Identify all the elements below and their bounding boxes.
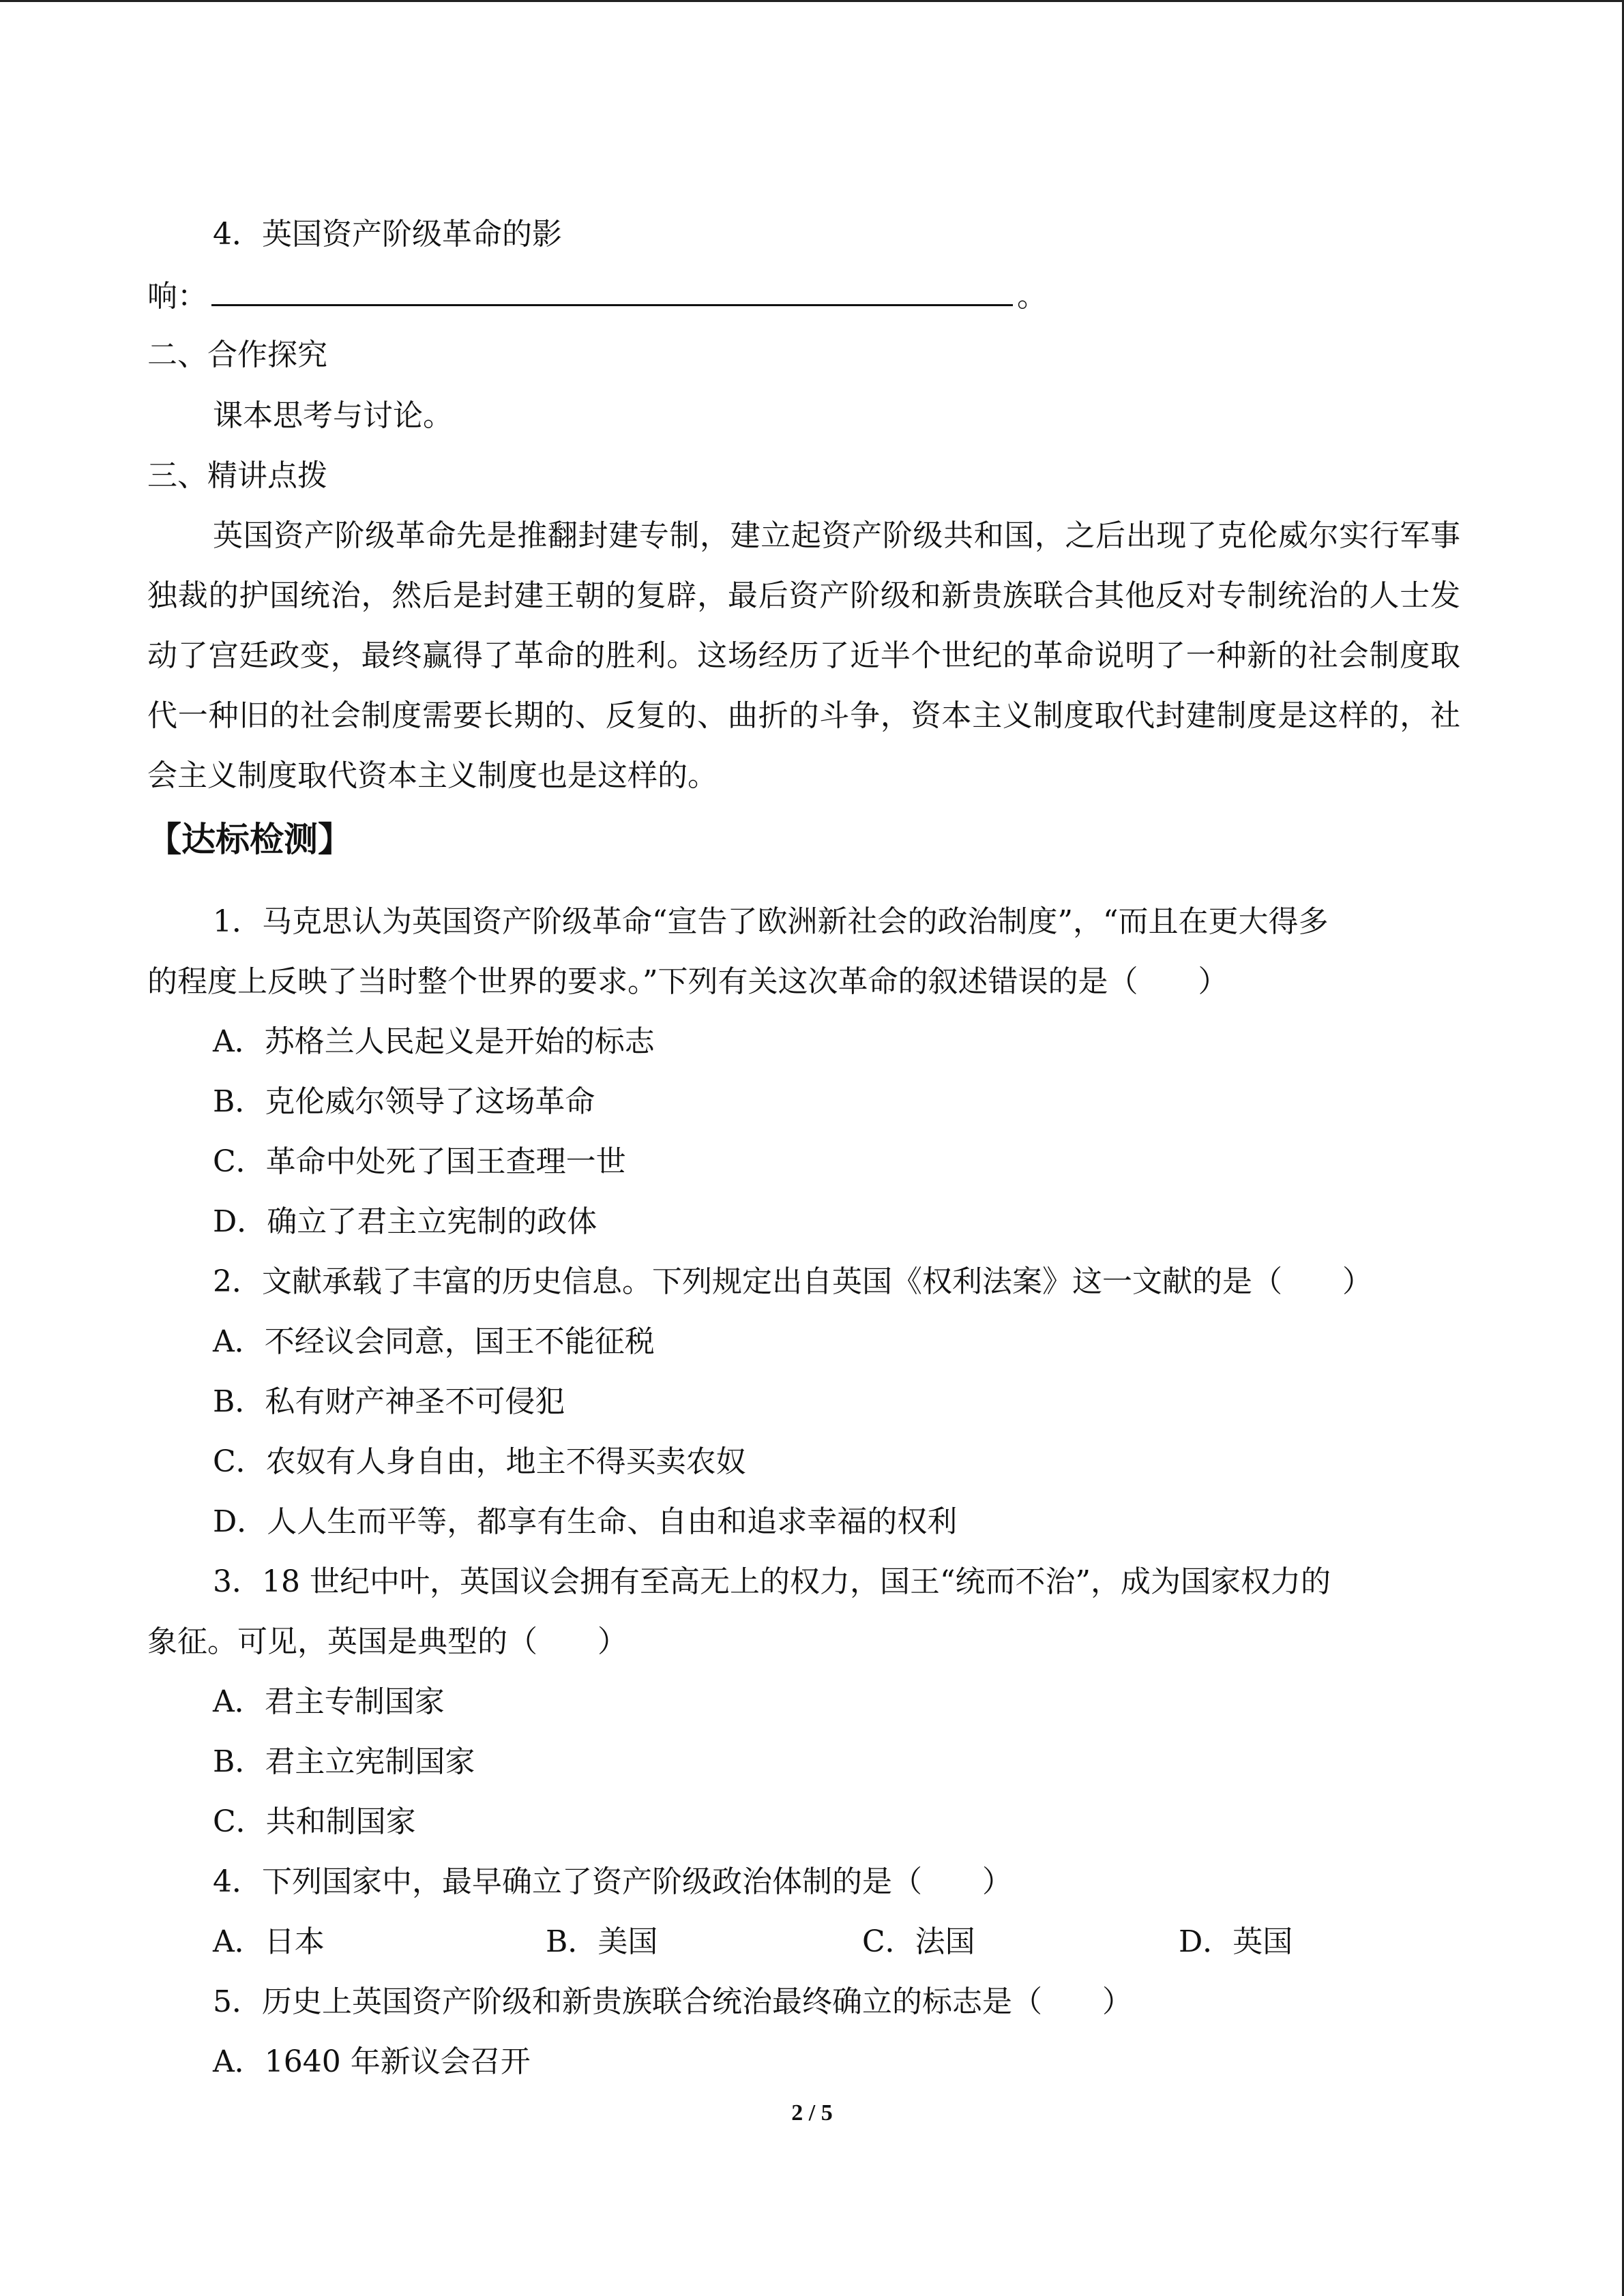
q4-line1: 4．下列国家中，最早确立了资产阶级政治体制的是（ ） [213,1864,1012,1899]
q1-option-d: D．确立了君主立宪制的政体 [213,1204,597,1239]
fill-in-blank[interactable] [211,275,1013,306]
q1-option-a: A．苏格兰人民起义是开始的标志 [213,1024,655,1059]
q3-line1: 3．18 世纪中叶，英国议会拥有至高无上的权力，国王“统而不治”，成为国家权力的 [213,1564,1331,1599]
q1-line2: 的程度上反映了当时整个世界的要求。”下列有关这次革命的叙述错误的是（ ） [147,964,1228,999]
q4-option-c: C．法国 [862,1924,975,1959]
q4-option-d: D．英国 [1179,1924,1293,1959]
item4-prefix: 响： [147,279,207,314]
section3-paragraph: 英国资产阶级革命先是推翻封建专制，建立起资产阶级共和国，之后出现了克伦威尔实行军事独裁的护国统治，然后是封建王朝的复辟，最后资产阶级和新贵族联合其他反对专制统治的人士发动了宫廷政变，最终赢得了革命的胜利。这场经历了近半个世纪的革命说明了一种新的社会制度取代一种旧的社会制度需要长期的、反复的、曲折的斗争，资本主义制度取代封建制度是这样的，社会主义制度取代资本主义制度也是这样的。 [147,518,1460,793]
q3-option-b: B．君主立宪制国家 [213,1744,475,1779]
section3-title: 三、精讲点拨 [147,458,327,493]
q3-option-c: C．共和制国家 [213,1804,416,1839]
q3-line2: 象征。可见，英国是典型的（ ） [147,1624,628,1659]
section2-content: 课本思考与讨论。 [213,398,453,433]
q2-line1: 2．文献承载了丰富的历史信息。下列规定出自英国《权利法案》这一文献的是（ ） [213,1264,1372,1299]
q5-option-a: A．1640 年新议会召开 [213,2044,531,2079]
q1-option-c: C．革命中处死了国王查理一世 [213,1144,626,1179]
q4-option-a: A．日本 [213,1924,325,1959]
q2-option-d: D．人人生而平等，都享有生命、自由和追求幸福的权利 [213,1504,958,1539]
q1-line1: 1．马克思认为英国资产阶级革命“宣告了欧洲新社会的政治制度”，“而且在更大得多 [213,904,1329,939]
item4-label: 4．英国资产阶级革命的影 [213,217,562,252]
q5-line1: 5．历史上英国资产阶级和新贵族联合统治最终确立的标志是（ ） [213,1984,1132,2019]
q4-option-b: B．美国 [546,1924,658,1959]
q3-option-a: A．君主专制国家 [213,1684,445,1719]
page-border-top [0,0,1624,2]
page-number: 2 / 5 [791,2100,833,2126]
item4-answer-line [147,275,1047,317]
test-heading: 【达标检测】 [147,820,352,859]
section2-title: 二、合作探究 [147,338,327,372]
q2-option-b: B．私有财产神圣不可侵犯 [213,1384,565,1419]
q1-option-b: B．克伦威尔领导了这场革命 [213,1084,595,1119]
q2-option-c: C．农奴有人身自由，地主不得买卖农奴 [213,1444,746,1479]
q2-option-a: A．不经议会同意，国王不能征税 [213,1324,655,1359]
item4-suffix: 。 [1017,279,1047,314]
